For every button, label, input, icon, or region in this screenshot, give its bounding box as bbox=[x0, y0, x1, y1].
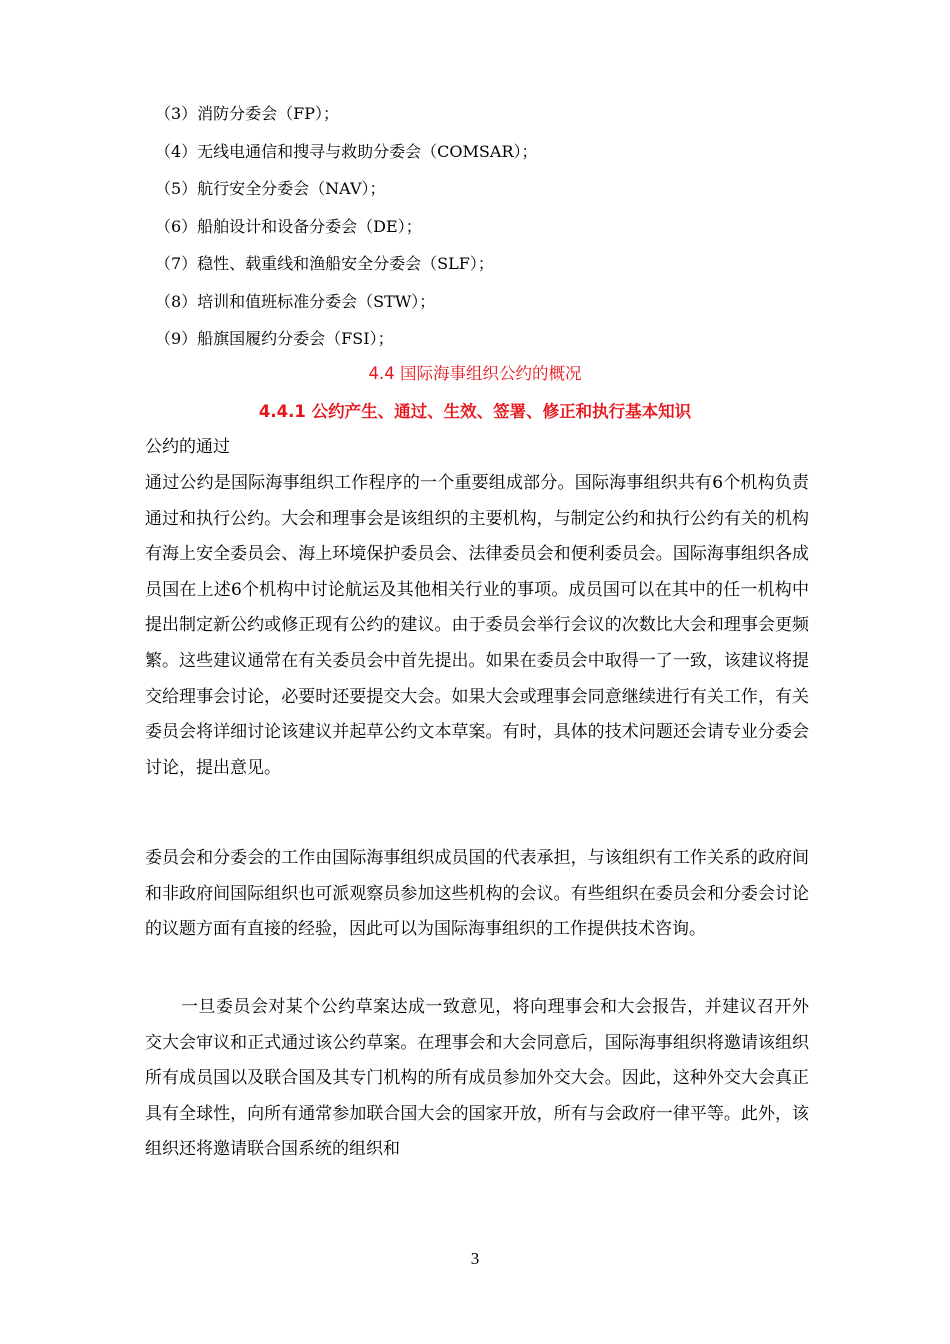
page-number: 3 bbox=[470, 1249, 480, 1268]
body-paragraph: 一旦委员会对某个公约草案达成一致意见，将向理事会和大会报告，并建议召开外交大会审议和正式通过该公约草案。在理事会和大会同意后，国际海事组织将邀请该组织所有成员国以及联合国及其专门机构的所有成员参加外交大会。因此，这种外交大会真正具有全球性，向所有通常参加联合国大会的国家开放，所有与会政府一律平等。此外，该组织还将邀请联合国系统的组织和 bbox=[145, 997, 809, 1160]
subheading-label: 公约的通过 bbox=[145, 437, 230, 457]
list-item: （6）船舶设计和设备分委会（DE）； bbox=[155, 216, 422, 236]
list-item: （3）消防分委会（FP）； bbox=[155, 104, 340, 123]
subcommittee-list bbox=[155, 95, 815, 358]
list-item: （5）航行安全分委会（NAV）； bbox=[155, 179, 386, 198]
section-heading: 4.4 国际海事组织公约的概况 bbox=[368, 364, 582, 383]
body-paragraph: 通过公约是国际海事组织工作程序的一个重要组成部分。国际海事组织共有6个机构负责通过和执行公约。大会和理事会是该组织的主要机构，与制定公约和执行公约有关的机构有海上安全委员会、海上环境保护委员会、法律委员会和便利委员会。国际海事组织各成员国在上述6个机构中讨论航运及其他相关行业的事项。成员国可以在其中的任一机构中提出制定新公约或修正现有公约的建议。由于委员会举行会议的次数比大会和理事会更频繁。这些建议通常在有关委员会中首先提出。如果在委员会中取得一了一致，该建议将提交给理事会讨论，必要时还要提交大会。如果大会或理事会同意继续进行有关工作，有关委员会将详细讨论该建议并起草公约文本草案。有时，具体的技术问题还会请专业分委会讨论，提出意见。 bbox=[145, 473, 809, 778]
body-paragraph: 委员会和分委会的工作由国际海事组织成员国的代表承担，与该组织有工作关系的政府间和非政府间国际组织也可派观察员参加这些机构的会议。有些组织在委员会和分委会讨论的议题方面有直接的经验，因此可以为国际海事组织的工作提供技术咨询。 bbox=[145, 848, 809, 940]
list-item: （9）船旗国履约分委会（FSI）； bbox=[155, 329, 394, 348]
subsection-heading: 4.4.1 公约产生、通过、生效、签署、修正和执行基本知识 bbox=[258, 402, 692, 421]
list-item: （4）无线电通信和搜寻与救助分委会（COMSAR）； bbox=[155, 141, 538, 161]
list-item: （7）稳性、载重线和渔船安全分委会（SLF）； bbox=[155, 254, 494, 273]
list-item: （8）培训和值班标准分委会（STW）； bbox=[155, 291, 436, 311]
